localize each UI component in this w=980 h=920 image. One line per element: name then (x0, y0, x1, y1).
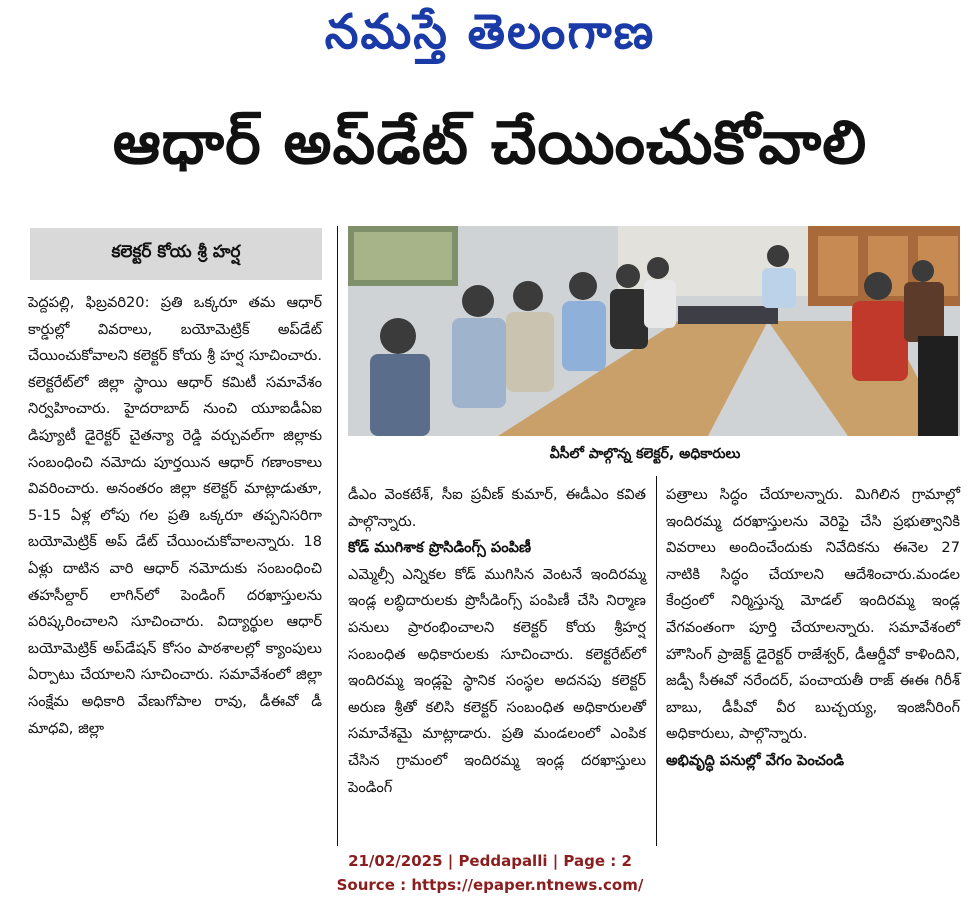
article-column-3 (666, 482, 960, 775)
footer-source: Source : https://epaper.ntnews.com/ (336, 876, 644, 894)
column-divider-left (337, 226, 338, 846)
article-headline (0, 100, 980, 200)
footer-dateline: 21/02/2025 | Peddapalli | Page : 2 (348, 852, 632, 870)
byline-box (30, 228, 322, 280)
article-column-1 (28, 290, 322, 742)
column-3-subheading: అభివృద్ధి పనుల్లో వేగం పెంచండి (666, 751, 845, 769)
article-column-2 (348, 482, 646, 801)
column-2-text-b: ఎమ్మెల్సీ ఎన్నికల కోడ్ ముగిసిన వెంటనే ఇందిరమ్మ ఇండ్ల లబ్ధిదారులకు ప్రొసీడింగ్స్ పంపిణీ చేసి నిర్మాణ పనులు ప్రారంభించాలని కలెక్టర్ కోయ శ్రీహర్ష సంబంధిత అధికారులకు సూచించారు. కలెక్టరేట్‌లో ఇందిరమ్మ ఇండ్లపై స్థానిక సంస్థల అదనపు కలెక్టర్ అరుణ శ్రీతో కలిసి కలెక్టర్ సంబంధిత అధికారులతో సమావేశమై మాట్లాడారు. ప్రతి మండలంలో ఎంపిక చేసిన గ్రామంలో ఇందిరమ్మ ఇండ్ల దరఖాస్తులు పెండింగ్ (348, 565, 646, 796)
masthead-title: నమస్తే తెలంగాణ (324, 4, 656, 60)
column-1-text: పెద్దపల్లి, ఫిబ్రవరి20: ప్రతి ఒక్కరూ తమ ఆధార్ కార్డుల్లో వివరాలు, బయోమెట్రిక్ అప్‌డేట్ చేయించుకోవాలని కలెక్టర్ కోయ శ్రీ హర్ష సూచించారు. కలెక్టరేట్‌లో జిల్లా స్థాయి ఆధార్ కమిటీ సమావేశం నిర్వహించారు. హైదరాబాద్ నుంచి యూఐడీఏఐ డిప్యూటీ డైరెక్టర్ చైతన్యా రెడ్డి వర్చువల్‌గా జిల్లాకు సంబంధించి నమోదు పూర్తయిన ఆధార్ గణాంకాలు వివరించారు. అనంతరం జిల్లా కలెక్టర్ మాట్లాడుతూ, 5-15 ఏళ్ల లోపు గల ప్రతి ఒక్కరూ తప్పనిసరిగా బయోమెట్రిక్ అప్ డేట్ చేయించుకోవాలన్నారు. 18 ఏళ్లు దాటిన వారి ఆధార్ నమోదుకు సంబంధించి తహసీల్దార్ లాగిన్‌లో పెండింగ్ దరఖాస్తులను పరిష్కరించాలని సూచించారు. విద్యార్థుల ఆధార్ బయోమెట్రిక్ అప్‌డేషన్ కోసం పాఠశాలల్లో క్యాంపులు ఏర్పాటు చేయాలని సూచించారు. సమావేశంలో జిల్లా సంక్షేమ అధికారి వేణుగోపాల రావు, డీఈవో డీ మాధవి, జిల్లా (28, 294, 322, 737)
column-3-text: పత్రాలు సిద్ధం చేయాలన్నారు. మిగిలిన గ్రామాల్లో ఇందిరమ్మ దరఖాస్తులను వెరిఫై చేసి ప్రభుత్వానికి వివరాలు అందించేందుకు నివేదికను ఈనెల 27 నాటికి సిద్ధం చేయాలని ఆదేశించారు.మండల కేంద్రంలో నిర్మిస్తున్న మోడల్ ఇందిరమ్మ ఇండ్ల వేగవంతంగా పూర్తి చేయాలన్నారు. సమావేశంలో హౌసింగ్ ప్రాజెక్ట్ డైరెక్టర్ రాజేశ్వర్, డీఆర్డీవో కాళిందిని, జడ్పీ సీఈవో నరేందర్, పంచాయతీ రాజ్ ఈఈ గిరీశ్ బాబు, డీపీవో వీర బుచ్చయ్య, ఇంజినీరింగ్ అధికారులు, పాల్గొన్నారు. (666, 486, 960, 743)
photo-caption: వీసీలో పాల్గొన్న కలెక్టర్, అధికారులు (549, 446, 741, 462)
headline-text: ఆధార్ అప్‌డేట్ చేయించుకోవాలి (112, 108, 868, 178)
byline-text: కలెక్టర్ కోయ శ్రీ హర్ష (111, 242, 241, 262)
column-divider-right (656, 476, 657, 846)
newspaper-masthead (0, 4, 980, 72)
meeting-photo-illustration (348, 226, 960, 436)
column-2-subheading: కోడ్ ముగిశాక ప్రొసిడింగ్స్ పంపిణీ (348, 539, 532, 557)
column-2-text-a: డీఎం వెంకటేశ్, సీఐ ప్రవీణ్ కుమార్, ఈడీఎం కవిత పాల్గొన్నారు. (348, 486, 646, 530)
meeting-photo (348, 226, 960, 436)
